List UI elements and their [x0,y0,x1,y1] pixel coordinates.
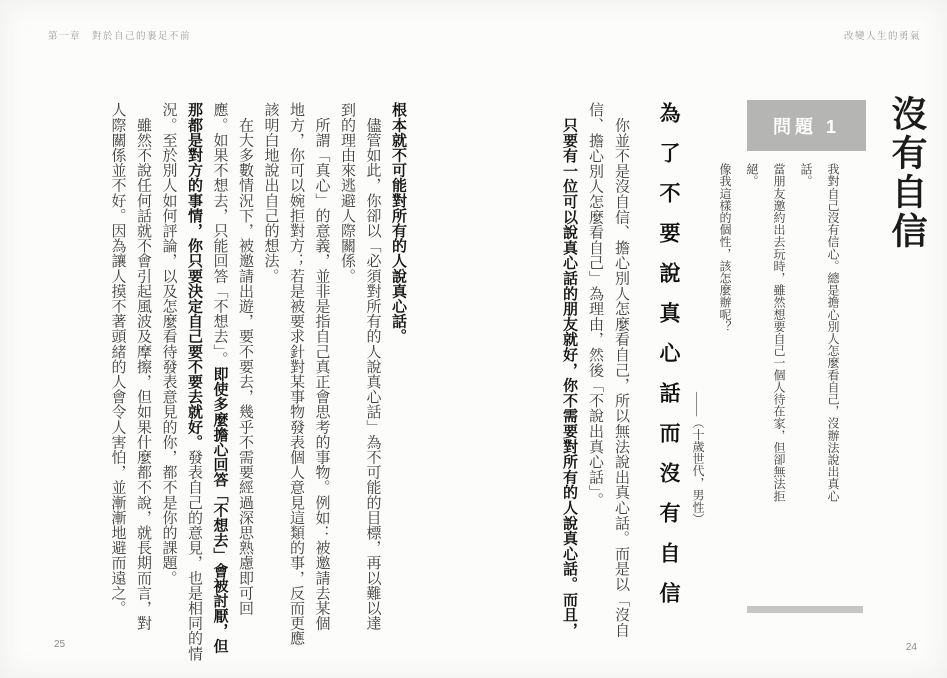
text-column: 那都是對方的事情，你只要決定自己要不要去就好。發表自己的意見，也是相同的情 [186,102,202,661]
text-column: 雖然不說任何話就不會引起風波及摩擦，但如果什麼都不說，就長期而言，對 [135,102,151,631]
body-text [104,102,410,662]
text-column: 人際關係並不好。因為讓人摸不著頭緒的人會令人害怕，並漸漸地避而遠之。 [109,102,126,616]
question-badge: 問題 1 [747,100,866,151]
text-column: 況。至於別人如何評論，以及怎麼看待發表意見的你，都不是你的課題。 [160,102,177,586]
section-heading: 為了不要說真心話而沒有自信 [657,102,680,622]
question-text [684,163,846,525]
text-column: 當朋友邀約出去玩時，雖然想要自己一個人待在家，但卻無法拒絕。 [745,163,786,502]
text-column: 儘管如此，你卻以「必須對所有的人說真心話」為不可能的目標，再以難以達 [364,102,381,631]
text-column: 只要有一位可以說真心話的朋友就好，你不需要對所有的人說真心話。而且， [561,102,577,638]
text-column: 該明白地說出自己的想法。 [262,102,279,284]
text-column: 你並不是沒自信、擔心別人怎麼看自己，所以無法說出真心話。而是以「沒自 [613,102,629,638]
page-number-left: 25 [54,639,66,650]
running-header-chapter: 第一章 對於自己的裹足不前 [48,32,192,42]
text-column: 應。如果不想去，只能回答「不想去」。即使多麼擔心回答「不想去」會被討厭，但 [211,102,228,654]
running-header-book-title: 改變人生的勇氣 [843,32,921,42]
text-column: 我對自己沒有信心。總是擔心別人怎麼看自己，沒辦法說出真心話。 [799,163,840,502]
text-column: 地方，你可以婉拒對方；若是被要求針對某事物發表個人意見這類的事，反而更應 [288,102,304,646]
text-column: 像我這樣的個性，該怎麼辦呢？ [718,163,732,333]
text-column: 信、擔心別人怎麼看自己」為理由，然後「不說出真心話」。 [587,102,603,508]
text-column: 所謂「真心」的意義，並非是指自己真正會思考的事物。例如：被邀請去某個 [313,102,330,631]
intro-text [556,102,634,654]
text-column: 在大多數情況下，被邀請出遊，要不要去，幾乎不需要經過深思熟慮即可回 [237,102,253,616]
text-column: 根本就不可能對所有的人說真心話。 [390,102,406,344]
chapter-title: 沒有自信 [887,95,927,251]
text-column: 到的理由來逃避人際關係。 [339,102,355,284]
page-number-right: 24 [905,642,917,653]
text-column: ——（十歲世代，男性） [691,391,705,525]
question-divider-rule [747,606,863,613]
